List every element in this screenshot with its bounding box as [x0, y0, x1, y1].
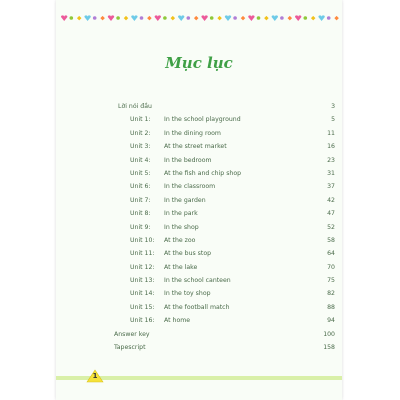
border-motif: [84, 15, 90, 21]
decorative-border-icon: [58, 12, 340, 24]
toc-unit-title: In the toy shop: [164, 290, 211, 298]
toc-unit-row: [118, 127, 340, 140]
border-motif: [70, 16, 74, 20]
border-motif: [280, 16, 284, 20]
border-motif: [116, 16, 120, 20]
toc-tapescript: [114, 341, 340, 354]
table-of-contents: [114, 100, 340, 354]
border-motif: [124, 16, 129, 21]
toc-unit-row: [118, 180, 340, 193]
toc-page-number: 88: [327, 303, 335, 311]
border-motif: [295, 15, 301, 21]
toc-unit-label: Unit 3:: [130, 143, 151, 151]
toc-unit-row: [118, 207, 340, 220]
toc-unit-row: [118, 274, 340, 287]
toc-unit-title: In the bedroom: [164, 156, 212, 164]
toc-unit-row: [118, 154, 340, 167]
toc-page-number: 42: [327, 196, 335, 204]
book-page: [56, 0, 342, 400]
toc-page-number: 82: [327, 290, 335, 298]
toc-unit-title: In the school playground: [164, 116, 241, 124]
border-motif: [264, 16, 269, 21]
border-motif: [61, 15, 67, 21]
toc-unit-label: Unit 12:: [130, 263, 155, 271]
border-motif: [334, 16, 339, 21]
border-motif: [248, 15, 254, 21]
toc-page-number: 11: [327, 129, 335, 137]
border-motif: [288, 16, 293, 21]
toc-page-number: 64: [327, 250, 335, 258]
page-title: Mục lục: [165, 54, 233, 72]
toc-unit-row: [118, 221, 340, 234]
border-motif: [155, 15, 161, 21]
toc-page-number: 158: [323, 344, 335, 352]
border-motif: [311, 16, 316, 21]
toc-unit-row: [118, 167, 340, 180]
toc-unit-title: At home: [164, 317, 191, 325]
toc-unit-label: Unit 8:: [130, 210, 151, 218]
toc-unit-row: [118, 247, 340, 260]
toc-unit-row: [118, 287, 340, 300]
toc-unit-label: Unit 15:: [130, 303, 155, 311]
toc-page-number: 31: [327, 169, 335, 177]
toc-page-number: 58: [327, 236, 335, 244]
toc-unit-row: [118, 194, 340, 207]
border-motif: [233, 16, 237, 20]
toc-page-number: 16: [327, 143, 335, 151]
toc-unit-title: In the classroom: [164, 183, 216, 191]
border-motif: [257, 16, 261, 20]
toc-label: Answer key: [114, 330, 150, 338]
toc-unit-title: At the fish and chip shop: [164, 169, 242, 177]
toc-page-number: 70: [327, 263, 335, 271]
toc-unit-row: [118, 261, 340, 274]
toc-unit-row: [118, 234, 340, 247]
border-motif: [272, 15, 278, 21]
toc-unit-title: In the dining room: [164, 129, 221, 137]
page-number: 1: [92, 372, 98, 380]
border-motif: [187, 16, 191, 20]
border-motif: [194, 16, 199, 21]
border-motif: [77, 16, 82, 21]
toc-unit-label: Unit 14:: [130, 290, 155, 298]
border-motif: [241, 16, 246, 21]
toc-page-number: 52: [327, 223, 335, 231]
border-motif: [210, 16, 214, 20]
border-motif: [304, 16, 308, 20]
border-motif: [163, 16, 167, 20]
toc-unit-label: Unit 10:: [130, 236, 155, 244]
border-motif: [131, 15, 137, 21]
toc-label: Lời nói đầu: [118, 103, 152, 110]
toc-unit-row: [118, 140, 340, 153]
border-motif: [171, 16, 176, 21]
page-number-badge: [86, 368, 104, 387]
toc-answer-key: [114, 328, 340, 341]
toc-page-number: 100: [323, 330, 335, 338]
border-motif: [108, 15, 114, 21]
toc-unit-row: [118, 113, 340, 126]
border-motif: [93, 16, 97, 20]
border-motif: [225, 15, 231, 21]
border-motif: [178, 15, 184, 21]
toc-page-number: 75: [327, 277, 335, 285]
toc-page-number: 47: [327, 210, 335, 218]
toc-unit-label: Unit 9:: [130, 223, 151, 231]
border-motif: [147, 16, 152, 21]
toc-label: Tapescript: [114, 344, 146, 352]
border-motif: [327, 16, 331, 20]
toc-unit-label: Unit 13:: [130, 277, 155, 285]
border-motif: [318, 15, 324, 21]
toc-unit-label: Unit 11:: [130, 250, 155, 258]
toc-unit-label: Unit 4:: [130, 156, 151, 164]
toc-page-number: 94: [327, 317, 335, 325]
border-motif: [201, 15, 207, 21]
toc-unit-title: At the bus stop: [164, 250, 212, 258]
toc-unit-label: Unit 1:: [130, 116, 151, 124]
toc-unit-label: Unit 16:: [130, 317, 155, 325]
toc-unit-title: At the street market: [164, 143, 227, 151]
toc-unit-label: Unit 6:: [130, 183, 151, 191]
toc-page-number: 3: [331, 103, 335, 110]
toc-unit-title: At the zoo: [164, 236, 196, 244]
toc-unit-title: In the shop: [164, 223, 199, 231]
border-motif: [100, 16, 105, 21]
toc-unit-title: In the school canteen: [164, 277, 231, 285]
toc-unit-title: In the garden: [164, 196, 206, 204]
toc-page-number: 23: [327, 156, 335, 164]
toc-unit-row: [118, 301, 340, 314]
toc-unit-title: At the lake: [164, 263, 198, 271]
toc-unit-label: Unit 5:: [130, 169, 151, 177]
toc-unit-title: In the park: [164, 210, 198, 218]
toc-unit-row: [118, 314, 340, 327]
toc-page-number: 5: [331, 116, 335, 124]
toc-intro: [118, 100, 340, 113]
toc-unit-label: Unit 2:: [130, 129, 151, 137]
toc-page-number: 37: [327, 183, 335, 191]
border-motif: [140, 16, 144, 20]
toc-unit-label: Unit 7:: [130, 196, 151, 204]
border-motif: [217, 16, 222, 21]
toc-unit-title: At the football match: [164, 303, 230, 311]
